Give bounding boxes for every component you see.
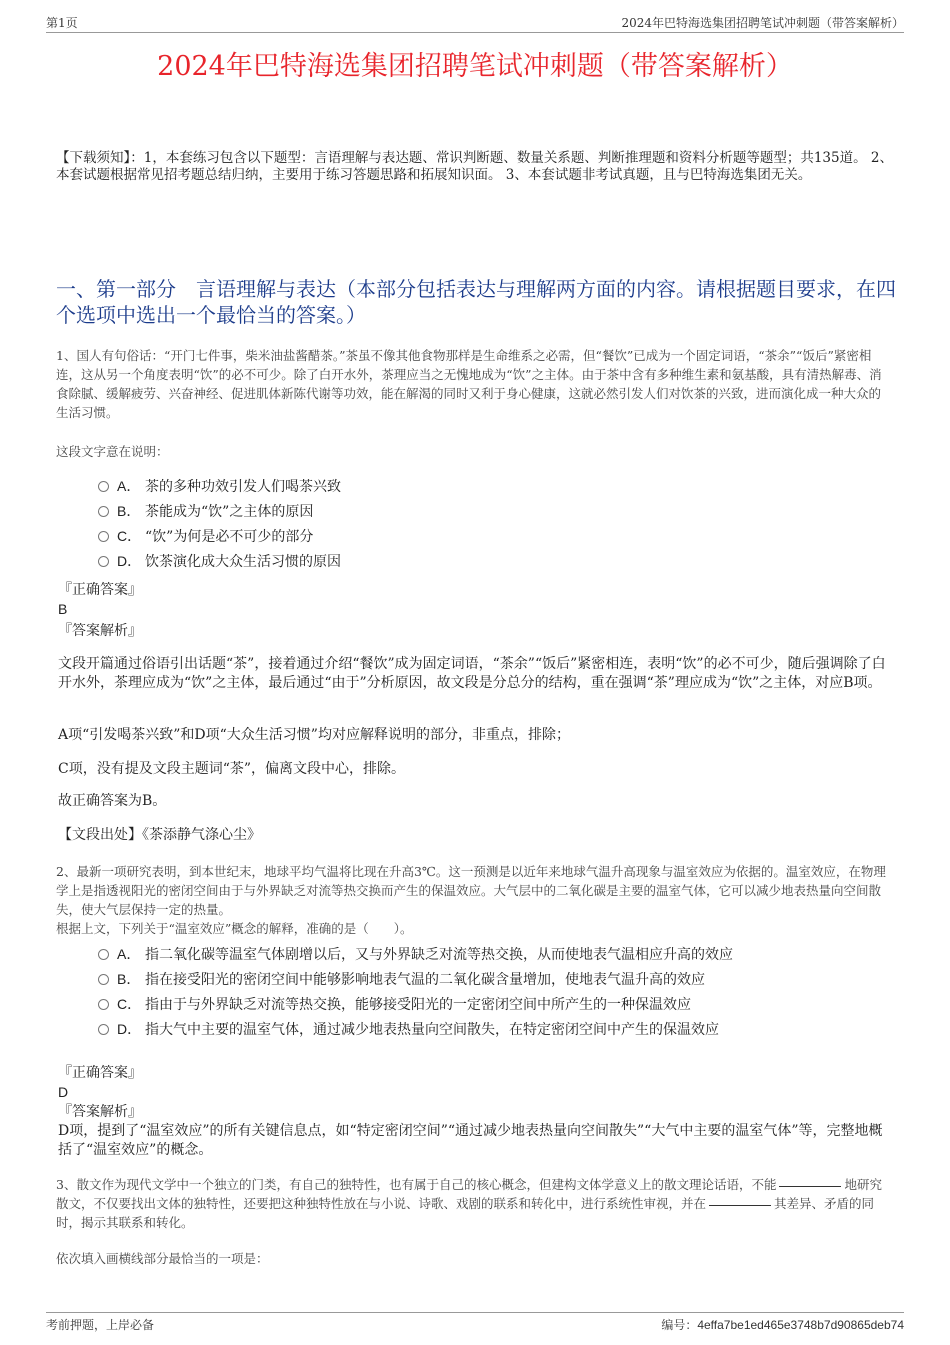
page-number: 第1页 bbox=[46, 16, 78, 30]
q1-analysis-3: C项，没有提及文段主题词“茶”，偏离文段中心，排除。 bbox=[58, 761, 406, 777]
q2-question: 根据上文，下列关于“温室效应”概念的解释，准确的是（ ）。 bbox=[56, 921, 413, 936]
q2-analysis: D项，提到了“温室效应”的所有关键信息点，如“特定密闭空间”“通过减少地表热量向空间散失”“大气中主要的温室气体”等，完整地概括了“温室效应”的概念。 bbox=[58, 1123, 883, 1158]
q1-correct-answer: B bbox=[58, 601, 68, 617]
radio-icon[interactable] bbox=[98, 1024, 109, 1035]
q2-option-d[interactable]: D． 指大气中主要的温室气体，通过减少地表热量向空间散失，在特定密闭空间中产生的保温效应 bbox=[98, 1017, 733, 1042]
q1-source: 【文段出处】《茶添静气涤心尘》 bbox=[58, 827, 261, 843]
download-notice: 【下载须知】：1，本套练习包含以下题型：言语理解与表达题、常识判断题、数量关系题、判断推理题和资料分析题等题型；共135道。 2、本套试题根据常见招考题总结归纳，主要用于练习答题思路和拓展知识面。 3、本套试题非考试真题，且与巴特海选集团无关。 bbox=[56, 150, 893, 183]
q3-stem: 3、散文作为现代文学中一个独立的门类，有自己的独特性，也有属于自己的核心概念，但建构文体学意义上的散文理论话语，不能 地研究散文，不仅要找出文体的独特性，还要把这种独特性放在与小说、诗歌、戏剧的联系和转化中，进行系统性审视，并在 其差异、矛盾的同时，揭示其联系和转化。 bbox=[56, 1177, 882, 1230]
radio-icon[interactable] bbox=[98, 481, 109, 492]
q1-option-d[interactable]: D． 饮茶演化成大众生活习惯的原因 bbox=[98, 549, 341, 574]
q1-analysis-label: 『答案解析』 bbox=[58, 623, 142, 639]
page-footer bbox=[46, 1312, 904, 1332]
q2-options bbox=[98, 942, 733, 1042]
page-header bbox=[46, 14, 904, 33]
header-doc-title: 2024年巴特海选集团招聘笔试冲刺题（带答案解析） bbox=[621, 16, 904, 30]
q1-stem: 1、国人有句俗话：“开门七件事，柴米油盐酱醋茶。”茶虽不像其他食物那样是生命维系之必需，但“餐饮”已成为一个固定词语，“茶余”“饭后”紧密相连，这从另一个角度表明“饮”的必不可少。除了白开水外，茶理应当之无愧地成为“饮”之主体。由于茶中含有多种维生素和氨基酸，具有清热解毒、消食除腻、缓解疲劳、兴奋神经、促进肌体新陈代谢等功效，能在解渴的同时又利于身心健康，这就必然引发人们对饮茶的兴致，进而演化成一种大众的生活习惯。 bbox=[56, 348, 882, 420]
radio-icon[interactable] bbox=[98, 531, 109, 542]
q1-option-c[interactable]: C． “饮”为何是必不可少的部分 bbox=[98, 524, 341, 549]
q1-analysis-1: 文段开篇通过俗语引出话题“茶”，接着通过介绍“餐饮”成为固定词语，“茶余”“饭后”紧密相连，表明“饮”的必不可少，随后强调除了白开水外，茶理应成为“饮”之主体，最后通过“由于”分析原因，故文段是分总分的结构，重在强调“茶”理应成为“饮”之主体，对应B项。 bbox=[58, 656, 886, 691]
q2-analysis-label: 『答案解析』 bbox=[58, 1104, 142, 1120]
radio-icon[interactable] bbox=[98, 999, 109, 1010]
fill-blank-1[interactable] bbox=[779, 1186, 841, 1187]
q3-question: 依次填入画横线部分最恰当的一项是： bbox=[56, 1251, 269, 1266]
q2-stem: 2、最新一项研究表明，到本世纪末，地球平均气温将比现在升高3℃。这一预测是以近年来地球气温升高现象与温室效应为依据的。温室效应，在物理学上是指透视阳光的密闭空间由于与外界缺乏对流等热交换而产生的保温效应。大气层中的二氧化碳是主要的温室气体，它可以减少地表热量向空间散失，使大气层保持一定的热量。 bbox=[56, 864, 886, 917]
radio-icon[interactable] bbox=[98, 556, 109, 567]
fill-blank-2[interactable] bbox=[709, 1205, 771, 1206]
q1-option-a[interactable]: A． 茶的多种功效引发人们喝茶兴致 bbox=[98, 474, 341, 499]
q1-options bbox=[98, 474, 341, 574]
q2-correct-answer-label: 『正确答案』 bbox=[58, 1065, 142, 1081]
radio-icon[interactable] bbox=[98, 974, 109, 985]
radio-icon[interactable] bbox=[98, 506, 109, 517]
q1-correct-answer-label: 『正确答案』 bbox=[58, 582, 142, 598]
q1-analysis-2: A项“引发喝茶兴致”和D项“大众生活习惯”均对应解释说明的部分，非重点，排除； bbox=[58, 727, 570, 743]
q1-analysis-4: 故正确答案为B。 bbox=[58, 793, 167, 809]
q2-option-c[interactable]: C． 指由于与外界缺乏对流等热交换，能够接受阳光的一定密闭空间中所产生的一种保温效应 bbox=[98, 992, 733, 1017]
footer-slogan: 考前押题，上岸必备 bbox=[46, 1318, 155, 1332]
q1-question: 这段文字意在说明： bbox=[56, 444, 169, 459]
document-title: 2024年巴特海选集团招聘笔试冲刺题（带答案解析） bbox=[157, 51, 793, 82]
q2-correct-answer: D bbox=[58, 1084, 69, 1100]
q1-option-b[interactable]: B． 茶能成为“饮”之主体的原因 bbox=[98, 499, 341, 524]
q2-option-b[interactable]: B． 指在接受阳光的密闭空间中能够影响地表气温的二氧化碳含量增加，使地表气温升高的效应 bbox=[98, 967, 733, 992]
radio-icon[interactable] bbox=[98, 949, 109, 960]
section-heading: 一、第一部分 言语理解与表达（本部分包括表达与理解两方面的内容。请根据题目要求，在四个选项中选出一个最恰当的答案。） bbox=[56, 277, 896, 327]
q2-option-a[interactable]: A． 指二氧化碳等温室气体剧增以后，又与外界缺乏对流等热交换，从而使地表气温相应升高的效应 bbox=[98, 942, 733, 967]
footer-code: 编号：4effa7be1ed465e3748b7d90865deb74 bbox=[661, 1318, 904, 1332]
